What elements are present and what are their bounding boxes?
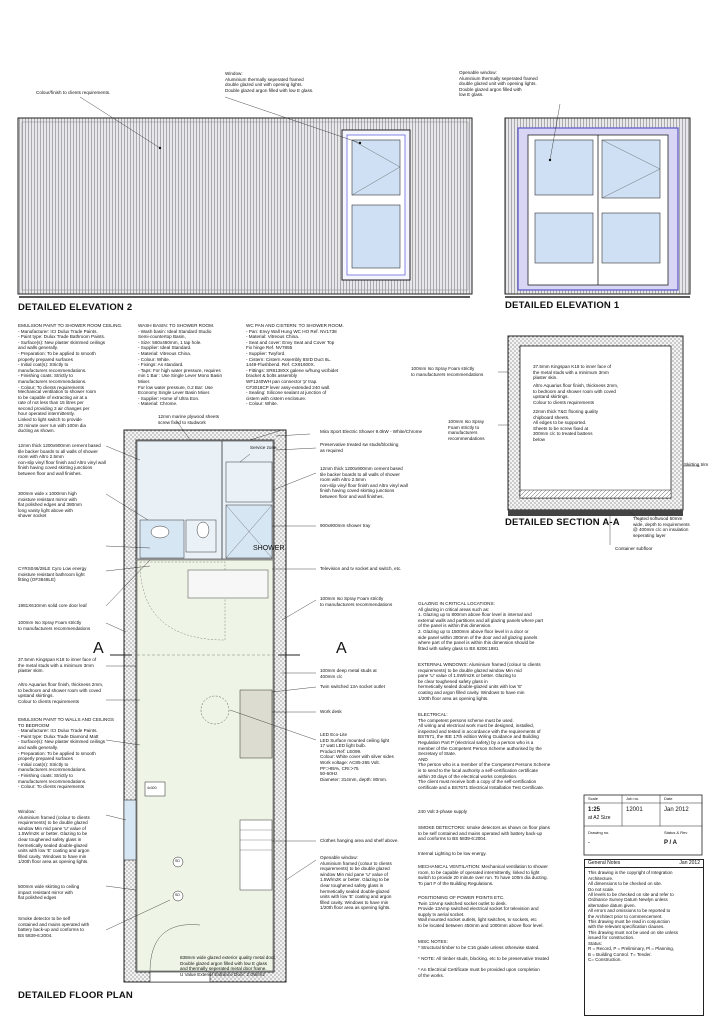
general-notes-box [584,859,704,1016]
section-flooring-note: 22mm thick T&G flooring quality chipboard sheets. All edges to be supported. Sheets to be screw fixed at 300mm c/c to treated battens below [533,409,599,442]
plan-note-foam: 100mm Iso Spray Foam strictly to manufacturers recommendations [320,596,393,607]
section-altro-note: Altro Aquarius floor finish, thickness 2mm, to bedroom and shower room with coved upstand skirtings. Colour to clients requirements [533,383,619,405]
tb-status-header: Status & Rev [664,830,688,835]
general-external-windows: EXTERNAL WINDOWS: Aluminium framed (colour to clients requirements) to be double glazed window Min mid pane 'U' value of 1.5W/m2K or better. Glazing to be clear toughened safety glass in hermetically sealed double-glazed units with low 'E' coating and argon filled cavity. Windows to have min 1/20th floor area as opening lights. [418,662,541,701]
plan-left-note: EMULSION PAINT TO WALLS AND CEILINGS TO BEDROOM - Manufacturer: ICI Dulux Trade Paints. - Paint type: Dulux Trade Diamond Matt - Surface(s): New plaster skimmed ceilings and walls generally. - Preparation: To be applied to smooth properly prepared surfaces - Initial coat(s): Strictly to manufacturers recommendations. - Finishing coats: Strictly to manufacturers recommendations. - Colour: To clients requirements [18,717,114,790]
tb-drawing-no: - [588,840,590,846]
section-marker-right: A [336,640,347,657]
general-notes-title: General Notes [588,860,621,866]
tb-date: Jan 2012 [664,807,689,813]
section-skirting: Skirting trim [684,462,709,467]
general-positioning: POSITIONING OF POWER POINTS ETC. Twin 13Amp switched socket outlet to desk. Provide 13Amp switched electrical socket for television and supply tv aerial socket. Wall mounted socket outlets, light switches, tv sockets, etc to be located between 450mm and 1000mm above floor level. [418,895,544,928]
plan-note-door: 838mm wide glazed exterior quality metal door. Double glazed argon filled with low E glass and thermally seperated metal door frame. U Value Exterior Entrance Door: 2.0W/m2 [180,955,277,977]
general-notes-body: This drawing is the copyright of Integration Architecture. All dimensions to be checked on site. Do not scale. All levels to be checked on site and refer to Ordnance Survey Datum Newlyn unless alternative datum given. All errors and omissions to be reported to the Architect prior to commencement. This drawing must be read in conjunction with the relevant specification clauses. This drawing must not be used on site unless issued for construction. Status: R = Record, P = Preliminary, Pl = Planning, B = Building Control. T= Tender. C= Construction. [588,870,679,962]
plan-note-tv: Television and tv socket and switch, etc. [320,566,402,571]
plan-left-note: 500mm wide skirting to ceiling impact resistant mirror with flat polished edges [18,884,80,901]
floor-plan-drawing [106,420,316,982]
plan-note-led: LED Eco-Lite LED Surface mounted ceiling light 17 watt LED light bulb. Product Ref: LE099. Colour: White cover with silver sides Work voltage: AC85-265 Volt. PF:>85%, CRI:>75 50-60Hz Diameter: 314mm, depth: 80mm. [320,732,394,782]
plan-left-note: 1981X610mm solid core door leaf [18,603,87,608]
plan-note-plywood: 12mm marine plywood sheets screw fixed to studwork [158,414,220,425]
tb-size: at A2 Size [588,815,611,821]
general-notes-date: Jan 2012 [679,860,700,866]
section-softwood-note: Treated softwood 50mm wide, depth to requirements @ 400mm c/c on insulation seperating layer [633,516,690,538]
elevation-2-colour-note: Colour/finish to clients requirements. [36,90,111,95]
tb-scale-header: Scale [588,796,599,801]
general-misc: MISC NOTES: * Structural timber to be C16 grade unless otherwise stated. * NOTE: All timber studs, blocking, etc to be preservative treated * An Electrical Certificate must be provided upon completion of the works. [418,939,549,978]
plan-note-socket: Twin switched 13A socket outlet [320,684,385,689]
spec-wash-basin: WASH BASIN: TO SHOWER ROOM. - Wash basin: Ideal Standard Studio Semi-countertop Basin, - Size: 560x460mm, 1 tap hole. - Supplier: Ideal Standard. - Material: Vitreous China. - Colour: White. - Fixings: As standard. - Taps: For high water pressure, requires min 1 Bar : Use Single Lever Mono Basin Mixer. For low water pressure, 0.2 Bar: Use Economy Single Lever Basin Mixer. - Supplier: Home of Ultra Eon. - Material: Chrome. [138,323,223,407]
plan-left-note: 300mm wide x 1000mm high moisture resistant mirror with flat polished edges and 380mm long vanity light above with shaver socket [18,491,82,519]
tb-job: 12001 [626,807,643,813]
section-kingspan-note: 37.5mm Kingspan K18 to inner face of the metal studs with a minimum 3mm plaster skin. [533,364,612,381]
plan-note-shower-tray: 900x900mm shower tray [320,523,371,528]
elevation-1-drawing [505,104,690,297]
section-marker-left: A [93,640,104,657]
plan-note-openable-window: Openable window: Aluminium framed (colour to clients requirements) to be double glazed window Min mid pane 'U' value of 1.5W/m2K or better. Glazing to be clear toughened safety glass in hermetically sealed double-glazed units with low 'E' coating and argon filled cavity. Windows to have min 1/20th floor area as opening lights. [320,855,392,911]
tb-job-header: Job no. [626,796,640,801]
section-subfloor: Container subfloor [615,546,653,551]
elevation-2-drawing [18,97,472,297]
elevation-2-window-note: Window: Aluminium thermally seperated framed double glazed unit with opening lights. Double glazed argon filled with low E glass. [225,71,314,93]
elevation-1-window-note: Openable window: Aluminium thermally seperated framed double glazed unit with opening lights. Double glazed argon filled with low E glass. [459,70,538,98]
plan-note-studs: 100mm deep metal studs at 400mm c/c [320,668,377,679]
plan-note-service: Service zone [250,445,277,450]
plan-note-mira: Mira Sport Electric Shower 9.0kW - White/Chrome [320,429,423,434]
plan-left-note: Window: Aluminium framed (colour to clients requirements) to be double glazed window Min mid pane 'U' value of 1.5W/m2K or better. Glazing to be clear toughened safety glass in hermetically sealed double-glazed units with low 'E' coating and argon filled cavity. Windows to have min 1/20th floor area as opening lights. [18,809,90,865]
electrical-panel-label: 4x300 [147,786,157,790]
spec-wc-pan: WC PAN AND CISTERN: TO SHOWER ROOM. - Pan: Envy Wall Hung WC HO Ref. NV1738 - Material: Vitreous China. - Seat and cover: Envy Seat and Cover Top Fix hinge Ref. NV7855 - Supplier: Twyford. - Cistern: Cistern Assembly 8SID Duct 6L. 1449-Flushbend. Ref. CX91600X. - Fittings: SR8138XX galene w/hung wc/bidet bracket & bolts assembly WF1240WH pan connector 'p' trap. CF3018CP lever assy-extended 240 wall. - Sealing: Silicone sealant at junction of cistern with cistern enclosure. - Colour: White. [246,323,344,407]
plan-left-note: 37.5mm Kingspan K18 to inner face of the metal studs with a minimum 3mm plaster skim. [18,657,97,674]
general-mech: MECHANICAL VENTILATION: Mechanical ventilation to shower room, to be capable of operated intermittently, linked to light switch to provide 20 minute over run. To have 100m dia ducting. To part F of the Building Regulations. [418,864,548,886]
tb-status: P / A [664,840,678,846]
general-glazing: GLAZING IN CRITICAL LOCATIONS: All glazing in critical areas such as: 1. Glazing up to 800mm above floor level in internal and external walls and partitions and all glazing panels where part of the panel is within this dimension. 2. Glazing up to 1500mm above floor level in a door or side panel within 300mm of the door and all glazing panels where part of the panel is within this dimension should be fitted with safety glass to BS 6206:1981 [418,601,544,651]
spec-mechanical-vent: Mechanical ventilation to shower room to be capable of extracting air at a rate of not less than 15 litres per second providing 3 air changes per hour operated intermittently. Linked to light switch to provide 20 minute over run with 100m dia ducting as shown. [18,389,97,434]
shower-label: SHOWER [253,545,285,552]
plan-left-note: 100mm Iso Spray Foam strictly to manufacturers recommendations [18,620,91,631]
title-block-lines [584,795,702,855]
plan-note-clothes: Clothes hanging area and shelf above. [320,838,399,843]
general-volt: 240 Volt 3-phase supply [418,809,468,814]
tb-date-header: Date [664,796,673,801]
tb-drawing-header: Drawing no. [588,830,610,835]
section-foam-note-2: 100mm Iso Spray Foam strictly to manufacturers recommendations [448,419,485,441]
plan-left-note: Smoke detector to be self contained and mains operated with battery back-up and conforms to BS 5839-6:2004. [18,916,90,938]
section-foam-note: 100mm Iso Spray Foam strictly to manufacturers recommendations [411,366,484,377]
floor-plan-title: DETAILED FLOOR PLAN [18,990,133,1001]
plan-note-desk: Work desk [320,709,342,714]
general-smoke: SMOKE DETECTORS: smoke detectors as shown on floor plans to be self contained and mains operated with battery back-up and conforms to BS 5839-6:2004. [418,825,550,842]
plan-note-tile-backer: 12mm thick 1200x900mm cement based tile backer boards to all walls of shower room with Altro 2.5mm non-slip vinyl floor finish and Altro vinyl wall finish having coved skirting junctions between floor and wall finishes. [320,466,408,499]
plan-note-preservative: Preservative treated sw studs/blocking as required [320,442,399,453]
plan-left-note: CYRS046/28LE Cyro Low energy moisture resistant bathroom light fitting (OF3848LE) [18,566,87,583]
elevation-1-title: DETAILED ELEVATION 1 [505,300,620,311]
section-title: DETAILED SECTION A-A [505,517,620,528]
tb-scale: 1:25 [588,807,601,813]
general-electrical: ELECTRICAL: The competent persons scheme must be used. All wiring and electrical work must be designed, installed, inspected and tested in accordance with the requirements of BS7671, the IEE 17th edition Wiring Guidance and Building Regulation Part P (electrical safety) by a person who is a member of the Competent Person Scheme authorised by the Secretary of State. AND The person who is a member of the Competent Persons Scheme is to send to the local authority a self-certification certificate within 30 days of the electrical works completion. The client must receive both a copy of the self-certification certificate and a BS7671 Electrical Installation Test Certificate. [418,712,551,790]
plan-left-note: 12mm thick 1200x900mm cement based tile backer boards to all walls of shower room with Altro 2.5mm non-slip vinyl floor finish and Altro vinyl wall finish having coved skirting junctions between floor and wall finishes. [18,443,106,476]
spec-emulsion-shower: EMULSION PAINT TO SHOWER ROOM CEILING. - Manufacturer: ICI Dulux Trade Paints. - Paint type: Dulux Trade Bathroom Paints. - Surface(s): New plaster skimmed ceilings and walls generally. - Preparation: To be applied to smooth properly prepared surfaces - Initial coat(s): Strictly to manufacturers recommendations. - Finishing coats: Strictly to manufacturers recommendations. - Colour: To clients requirements [18,323,123,390]
plan-left-note: Altro Aquarius floor finish, thickness 2mm, to bedroom and shower room with coved upstand skirtings. Colour to clients requirements [18,682,104,704]
smoke-detector-label: SD [175,859,180,863]
elevation-2-title: DETAILED ELEVATION 2 [18,302,133,313]
smoke-detector-label: SD [175,893,180,897]
general-lighting: Internal Lighting to be low energy. [418,851,487,856]
